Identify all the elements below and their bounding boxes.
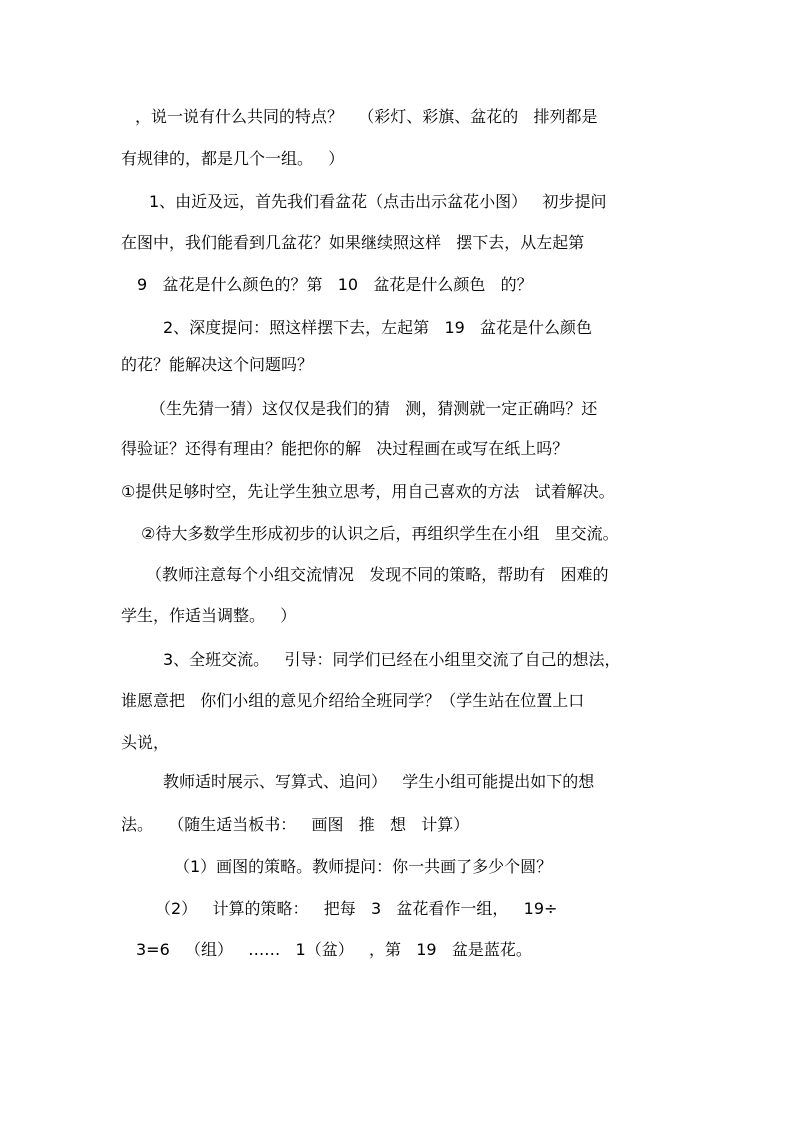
text-line: 3=6 （组） …… 1（盆） ，第 19 盆是蓝花。 bbox=[136, 940, 532, 959]
text-line: 头说， bbox=[121, 733, 170, 752]
text-line: 学生，作适当调整。 ） bbox=[121, 606, 297, 625]
text-line: 教师适时展示、写算式、追问） 学生小组可能提出如下的想 bbox=[163, 772, 595, 791]
text-line: 在图中，我们能看到几盆花？如果继续照这样 摆下去，从左起第 bbox=[121, 233, 585, 252]
text-line: 的花？能解决这个问题吗？ bbox=[121, 355, 314, 374]
text-line: 法。 （随生适当板书： 画图 推 想 计算） bbox=[121, 815, 470, 834]
text-line: （1）画图的策略。教师提问：你一共画了多少个圆？ bbox=[174, 857, 553, 876]
text-line: 9 盆花是什么颜色的？第 10 盆花是什么颜色 的？ bbox=[137, 275, 533, 294]
text-line: （生先猜一猜）这仅仅是我们的猜 测，猜测就一定正确吗？还 bbox=[150, 399, 598, 418]
text-line: ，说一说有什么共同的特点？ （彩灯、彩旗、盆花的 排列都是 bbox=[135, 107, 598, 126]
text-line: （2） 计算的策略： 把每 3 盆花看作一组， 19÷ bbox=[155, 899, 558, 918]
text-line: 1、由近及远，首先我们看盆花（点击出示盆花小图） 初步提问 bbox=[149, 192, 607, 211]
text-line: ②待大多数学生形成初步的认识之后，再组织学生在小组 里交流。 bbox=[141, 524, 619, 543]
text-line: 3、全班交流。 引导：同学们已经在小组里交流了自己的想法， bbox=[163, 650, 621, 669]
text-line: 谁愿意把 你们小组的意见介绍给全班同学？（学生站在位置上口 bbox=[121, 691, 585, 710]
text-line: 有规律的，都是几个一组。 ） bbox=[121, 149, 345, 168]
text-line: （教师注意每个小组交流情况 发现不同的策略，帮助有 困难的 bbox=[146, 565, 609, 584]
text-line: 2、深度提问：照这样摆下去，左起第 19 盆花是什么颜色 bbox=[163, 318, 593, 337]
text-line: ①提供足够时空，先让学生独立思考，用自己喜欢的方法 试着解决。 bbox=[121, 482, 615, 501]
text-line: 得验证？还得有理由？能把你的解 决过程画在或写在纸上吗？ bbox=[121, 439, 569, 458]
